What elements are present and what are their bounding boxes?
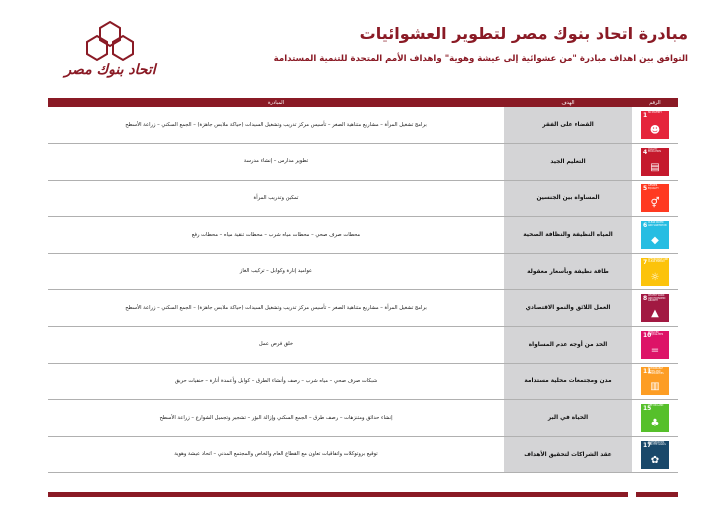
city-icon: ▥ [650, 381, 660, 393]
sdg-badge [641, 367, 669, 395]
sdg-cell [632, 107, 678, 144]
tree-icon: ♣ [650, 418, 660, 430]
initiative-cell: عواميد إنارة وكوابل – تركيب الغاز [48, 253, 504, 290]
sdg-number: 15 [643, 405, 652, 413]
sdg-cell [632, 400, 678, 437]
table-row [48, 400, 678, 437]
header-initiative: المبادرة [48, 98, 504, 107]
sdg-number: 8 [643, 295, 648, 303]
logo-text: اتحاد بنوك مصر [64, 62, 156, 78]
water-icon: ◆ [651, 235, 659, 247]
partnership-icon: ✿ [650, 454, 660, 466]
sdg-label: AFFORDABLE AND CLEAN ENERGY [648, 257, 669, 264]
table-row [48, 363, 678, 400]
sdg-table [48, 98, 678, 473]
table-row [48, 253, 678, 290]
sdg-badge [641, 258, 669, 286]
goal-cell: المياه النظيفة والنظافة الصحية [504, 217, 632, 254]
sdg-badge [641, 294, 669, 322]
goal-cell: مدن ومجتمعات محلية مستدامة [504, 363, 632, 400]
sdg-badge [641, 148, 669, 176]
table-row [48, 290, 678, 327]
goal-cell: القضاء على الفقر [504, 107, 632, 144]
goal-cell: التعليم الجيد [504, 144, 632, 181]
sdg-number: 17 [643, 441, 652, 449]
sdg-label: SUSTAINABLE CITIES AND COMMUNITIES [648, 367, 664, 376]
initiative-cell: توقيع بروتوكلات واتفاقيات تعاون مع القطاع العام والخاص والمجتمع المدني – اتحاد عيشة وهوية [48, 436, 504, 473]
sdg-number: 5 [643, 185, 648, 193]
logo [40, 18, 180, 88]
sdg-label: DECENT WORK AND ECONOMIC GROWTH [648, 294, 666, 303]
table-row [48, 327, 678, 364]
header-goal: الهدف [504, 98, 632, 107]
goal-cell: عقد الشراكات لتحقيق الأهداف [504, 436, 632, 473]
sdg-badge [641, 184, 669, 212]
table-row [48, 217, 678, 254]
sdg-cell [632, 327, 678, 364]
header-num: الرقم [632, 98, 678, 107]
sdg-number: 7 [643, 258, 648, 266]
family-icon: ☻ [649, 125, 661, 137]
sdg-label: PARTNERSHIPS FOR THE GOALS [648, 440, 666, 447]
sdg-cell [632, 144, 678, 181]
initiative-cell: خلق فرص عمل [48, 327, 504, 364]
sdg-badge [641, 331, 669, 359]
sdg-label: LIFE ON LAND [648, 404, 664, 408]
page-subtitle: التوافق بين اهداف مبادرة "من عشوائية إلى عيشة وهوية" واهداف الأمم المتحدة للتنمية المستدامة [273, 54, 688, 64]
equality-icon: = [650, 344, 660, 356]
goal-cell: الحد من أوجه عدم المساواة [504, 327, 632, 364]
sdg-cell [632, 253, 678, 290]
sdg-number: 4 [643, 148, 648, 156]
initiative-cell: برامج تشغيل المرأة – مشاريع متناهية الصغر – تأسيس مركز تدريب وتشغيل السيدات (حياكة ملابس جاهزة) – الجمع السكني – زراعة الأسطح [48, 290, 504, 327]
sdg-cell [632, 180, 678, 217]
initiative-cell: تطوير مدارس – إنشاء مدرسة [48, 144, 504, 181]
goal-cell: المساواة بين الجنسين [504, 180, 632, 217]
sdg-number: 6 [643, 222, 648, 230]
initiative-cell: محطات صرف صحي – محطات مياه شرب – محطات تنقية مياه – محطات رفع [48, 217, 504, 254]
table-row [48, 107, 678, 144]
table-header-row [48, 98, 678, 107]
sdg-label: GENDER EQUALITY [648, 184, 659, 190]
sdg-cell [632, 436, 678, 473]
sdg-label: CLEAN WATER AND SANITATION [648, 221, 667, 227]
logo-mark-icon [40, 18, 180, 66]
initiative-cell: برامج تشغيل المرأة – مشاريع متناهية الصغر – تأسيس مركز تدريب وتشغيل السيدات (حياكة ملابس جاهزة) – الجمع السكني – زراعة الأسطح [48, 107, 504, 144]
growth-icon: ▲ [651, 308, 659, 320]
goal-cell: العمل اللائق والنمو الاقتصادي [504, 290, 632, 327]
initiative-cell: شبكات صرف صحي – مياه شرب – رصف وأنشاء الطرق – كوابل وأعمدة أنارة – حنفيات حريق [48, 363, 504, 400]
sdg-label: NO POVERTY [648, 111, 662, 115]
sun-icon: ☼ [650, 271, 660, 283]
goal-cell: طاقة نظيفة وبأسعار معقولة [504, 253, 632, 290]
sdg-number: 10 [643, 331, 652, 339]
table-row [48, 436, 678, 473]
table-row [48, 144, 678, 181]
sdg-label: REDUCED INEQUALITIES [648, 330, 664, 337]
gender-icon: ⚥ [650, 198, 660, 210]
sdg-cell [632, 217, 678, 254]
page-title: مبادرة اتحاد بنوك مصر لتطوير العشوائيات [359, 24, 688, 43]
book-icon: ▤ [650, 161, 660, 173]
sdg-badge [641, 111, 669, 139]
footer-bar [48, 492, 628, 497]
initiative-cell: تمكين وتدريب المرأة [48, 180, 504, 217]
sdg-number: 11 [643, 368, 652, 376]
goal-cell: الحياة في البر [504, 400, 632, 437]
sdg-badge [641, 221, 669, 249]
sdg-badge [641, 441, 669, 469]
sdg-cell [632, 363, 678, 400]
sdg-label: QUALITY EDUCATION [648, 147, 661, 154]
sdg-badge [641, 404, 669, 432]
sdg-number: 1 [643, 112, 648, 120]
table-row [48, 180, 678, 217]
initiative-cell: إنشاء حدائق ومتنزهات – رصف طرق – الجمع السكني وإزالة البؤر – تشجير وتجميل الشوارع – زراعة الأسطح [48, 400, 504, 437]
footer-bar-end [636, 492, 678, 497]
sdg-cell [632, 290, 678, 327]
